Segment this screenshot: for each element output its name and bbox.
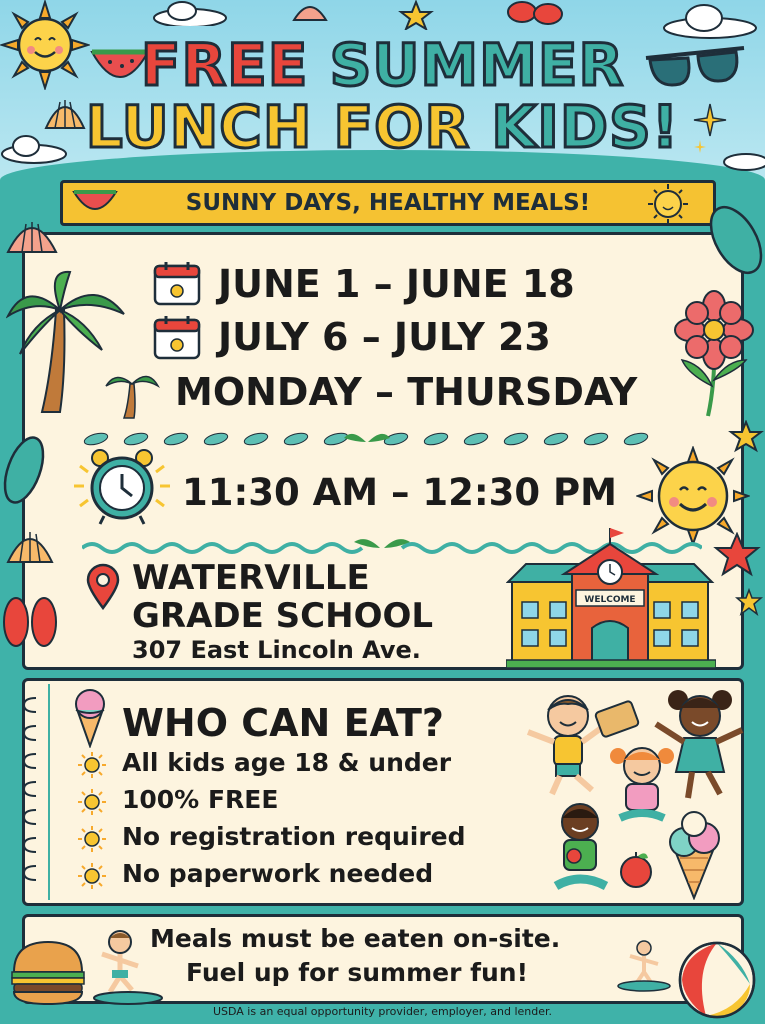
burger-icon	[8, 938, 88, 1008]
calendar-icon	[152, 314, 202, 360]
poster-title-line-2	[0, 93, 765, 161]
footer-line-2: Fuel up for summer fun!	[186, 958, 528, 987]
eligibility-item: No paperwork needed	[122, 859, 434, 888]
flip-flop-icon	[500, 0, 570, 34]
eligibility-heading: WHO CAN EAT?	[122, 701, 444, 745]
school-building-icon	[506, 524, 716, 670]
title-word-kids: KIDS!	[491, 93, 680, 161]
flip-flop-icon	[0, 430, 54, 510]
poster-title-line-1	[0, 31, 765, 99]
watermelon-icon	[72, 186, 118, 220]
star-icon	[398, 0, 434, 30]
location-pin-icon	[84, 562, 122, 610]
cloud-icon	[660, 0, 760, 40]
school-address: 307 East Lincoln Ave.	[132, 636, 421, 664]
date-range-june: JUNE 1 – JUNE 18	[218, 262, 575, 306]
seashell-icon	[290, 0, 330, 22]
service-days: MONDAY – THURSDAY	[175, 370, 638, 414]
notebook-spiral	[20, 690, 38, 900]
palm-tree-icon	[104, 366, 160, 420]
sun-bullet-icon	[72, 750, 112, 780]
eligibility-item: All kids age 18 & under	[122, 748, 452, 777]
smiling-sun-icon	[644, 182, 692, 226]
ice-cream-icon	[660, 808, 726, 900]
sun-bullet-icon	[72, 787, 112, 817]
title-word-lunch-for: LUNCH FOR	[85, 93, 471, 161]
seashell-icon	[4, 522, 56, 566]
eligibility-item: No registration required	[122, 822, 466, 851]
flip-flop-icon	[0, 594, 62, 650]
welcome-sign-text: WELCOME	[584, 595, 636, 605]
flower-icon	[672, 290, 758, 418]
slogan-banner	[60, 180, 716, 226]
school-name-line-2: GRADE SCHOOL	[132, 596, 434, 636]
cloud-icon	[150, 0, 230, 26]
slogan-text: SUNNY DAYS, HEALTHY MEALS!	[185, 190, 591, 216]
serving-time: 11:30 AM – 12:30 PM	[182, 471, 617, 514]
usda-disclaimer: USDA is an equal opportunity provider, employer, and lender.	[212, 1005, 553, 1018]
alarm-clock-icon	[70, 446, 174, 526]
kid-with-apple-illustration	[546, 800, 626, 896]
seashell-icon	[4, 212, 60, 258]
notebook-margin-line	[48, 684, 50, 900]
sun-bullet-icon	[72, 824, 112, 854]
surfer-kid-icon	[614, 938, 674, 994]
footer-line-1: Meals must be eaten on-site.	[150, 924, 561, 953]
starfish-icon	[712, 532, 762, 578]
date-range-july: JULY 6 – JULY 23	[218, 315, 551, 359]
flip-flop-icon	[700, 198, 765, 282]
title-word-summer: SUMMER	[329, 31, 625, 99]
ice-cream-icon	[68, 684, 112, 748]
title-word-free: FREE	[140, 31, 309, 99]
apple-icon	[616, 850, 656, 890]
starfish-icon	[734, 588, 764, 618]
calendar-icon	[152, 260, 202, 306]
eligibility-item: 100% FREE	[122, 785, 279, 814]
school-name-line-1: WATERVILLE	[132, 558, 370, 598]
sun-bullet-icon	[72, 861, 112, 891]
